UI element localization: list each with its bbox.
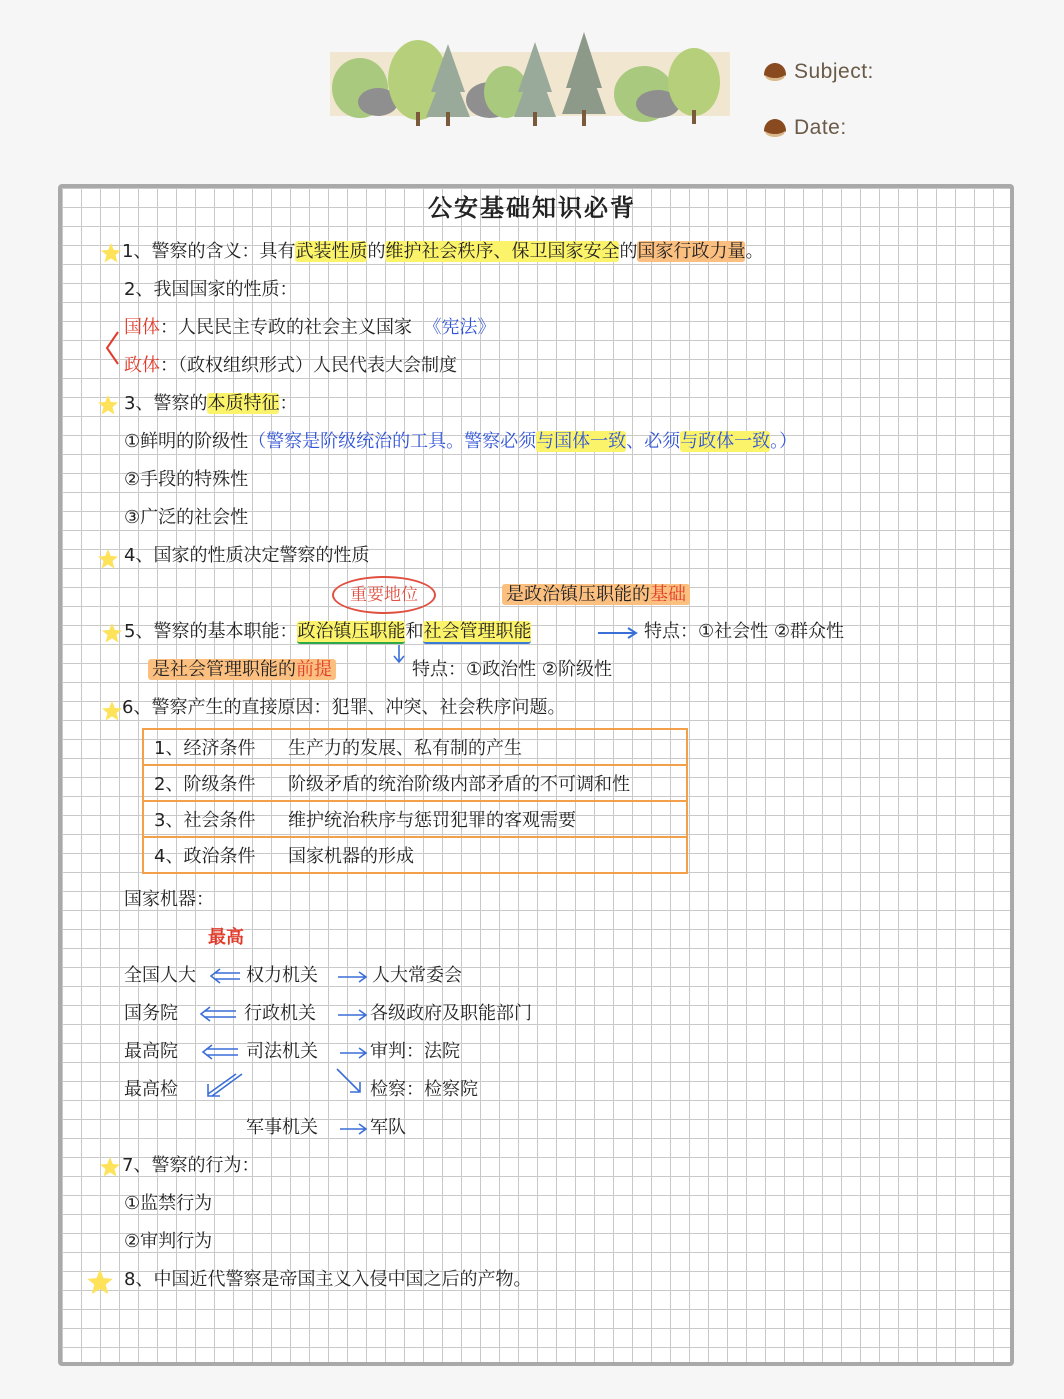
item-7b: ②审判行为 [124,1231,213,1252]
machine-r3-right: 审判：法院 [370,1041,460,1062]
machine-r1-right: 人大常委会 [372,965,462,986]
item-3a-note-b: 、必须 [626,431,681,452]
star-icon [101,700,123,722]
item-5-bottom-note [148,658,336,682]
machine-r3-left: 最高院 [124,1041,178,1062]
machine-r5-mid: 军事机关 [246,1117,318,1138]
item-1-prefix: 1、警察的含义：具有 [122,241,296,262]
arrow-right-icon [336,1008,370,1022]
item-3b: ②手段的特殊性 [124,469,249,490]
item-3-suffix: ： [279,393,298,414]
date-field [762,116,847,140]
zhengti-line [124,354,457,378]
desc-cell: 国家机器的形成 [282,837,687,873]
star-icon [97,394,119,416]
chestnut-icon [762,117,788,139]
item-3a-note-hl2: 与政体一致 [680,431,771,452]
item-5-bottom-note-text: 是社会管理职能的 [152,659,296,680]
table-row [143,801,687,837]
table-row [143,729,687,765]
guoti-text: ：人民民主专政的社会主义国家 [160,317,412,338]
item-5-top-note [502,583,690,607]
chestnut-icon [762,61,788,83]
page-title: 公安基础知识必背 [428,194,636,222]
bracket-mark [104,330,120,366]
machine-r2-left: 国务院 [124,1003,178,1024]
item-5-bottom-note-hl [148,659,336,680]
item-3a-note-a: （警察是阶级统治的工具。警察必须 [248,431,537,452]
arrow-right-icon [596,626,640,640]
item-3a [124,430,797,454]
subject-field [762,60,874,84]
item-1-mid1: 的 [367,241,386,262]
arrow-down-icon [392,644,406,664]
arrow-down-left-icon [204,1072,244,1100]
highlight-maintain-order: 维护社会秩序、保卫国家安全 [385,241,620,262]
item-5-bottom-note-red: 前提 [296,659,332,680]
desc-cell: 维护统治秩序与惩罚犯罪的客观需要 [282,801,687,837]
page-header [0,0,1064,180]
important-status-circle: 重要地位 [332,576,436,614]
arrow-left-icon [200,1044,240,1060]
desc-cell: 阶级矛盾的统治阶级内部矛盾的不可调和性 [282,765,687,801]
item-1 [122,240,763,264]
star-icon [100,242,122,264]
guoti-label: 国体 [124,317,160,338]
item-5-bottom-right: 特点：①政治性 ②阶级性 [412,659,612,680]
cond-cell: 2、阶级条件 [143,765,282,801]
item-3c: ③广泛的社会性 [124,507,249,528]
item-3 [124,392,297,416]
item-3-prefix: 3、警察的 [124,393,208,414]
item-5-and: 和 [405,621,424,642]
state-machine-label: 国家机器： [124,889,214,910]
item-5 [124,620,531,644]
item-5-right: 特点：①社会性 ②群众性 [644,621,844,642]
machine-r2-right: 各级政府及职能部门 [370,1003,532,1024]
cond-cell: 3、社会条件 [143,801,282,837]
item-3a-note-c: 。） [770,431,798,452]
item-2: 2、我国国家的性质： [124,279,298,300]
highest-label: 最高 [208,927,244,948]
cond-cell: 1、经济条件 [143,729,282,765]
item-5-top-note-text: 是政治镇压职能的 [506,584,650,605]
arrow-right-icon [336,970,370,984]
item-6: 6、警察产生的直接原因：犯罪、冲突、社会秩序问题。 [122,697,566,718]
item-5-top-note-red: 基础 [650,584,686,605]
item-3a-text: ①鲜明的阶级性 [124,431,249,452]
function-political-suppression: 政治镇压职能 [297,621,406,642]
star-icon [86,1268,114,1296]
arrow-left-icon [198,1006,238,1022]
machine-r4-right: 检察：检察院 [370,1079,478,1100]
item-7a: ①监禁行为 [124,1193,213,1214]
item-1-mid2: 的 [619,241,638,262]
item-1-suffix: 。 [745,241,764,262]
machine-r3-mid: 司法机关 [246,1041,318,1062]
cond-cell: 4、政治条件 [143,837,282,873]
item-7: 7、警察的行为： [122,1155,260,1176]
machine-r5-right: 军队 [370,1117,406,1138]
item-8: 8、中国近代警察是帝国主义入侵中国之后的产物。 [124,1269,532,1290]
arrow-down-right-icon [334,1066,364,1096]
trees-illustration [330,22,730,132]
star-icon [101,622,123,644]
constitution-ref: 《宪法》 [423,317,496,338]
star-icon [97,548,119,570]
zhengti-text: ：（政权组织形式）人民代表大会制度 [160,355,457,376]
conditions-table [142,728,688,874]
machine-r2-mid: 行政机关 [244,1003,316,1024]
subject-label: Subject: [794,60,874,83]
item-5-prefix: 5、警察的基本职能： [124,621,298,642]
item-4: 4、国家的性质决定警察的性质 [124,545,370,566]
arrow-left-icon [208,968,242,984]
highlight-armed-nature: 武装性质 [295,241,368,262]
machine-r4-left: 最高检 [124,1079,178,1100]
arrow-right-icon [338,1122,370,1136]
desc-cell: 生产力的发展、私有制的产生 [282,729,687,765]
table-row [143,765,687,801]
item-3a-note-hl1: 与国体一致 [536,431,627,452]
item-5-top-note-hl [502,584,690,605]
date-label: Date: [794,116,847,139]
highlight-state-force: 国家行政力量 [637,241,746,262]
table-row [143,837,687,873]
function-social-management: 社会管理职能 [423,621,532,642]
star-icon [99,1156,121,1178]
highlight-essential-features: 本质特征 [207,393,280,414]
machine-r1-mid: 权力机关 [246,965,318,986]
arrow-right-icon [338,1046,370,1060]
guoti-line [124,316,495,340]
machine-r1-left: 全国人大 [124,965,196,986]
zhengti-label: 政体 [124,355,160,376]
